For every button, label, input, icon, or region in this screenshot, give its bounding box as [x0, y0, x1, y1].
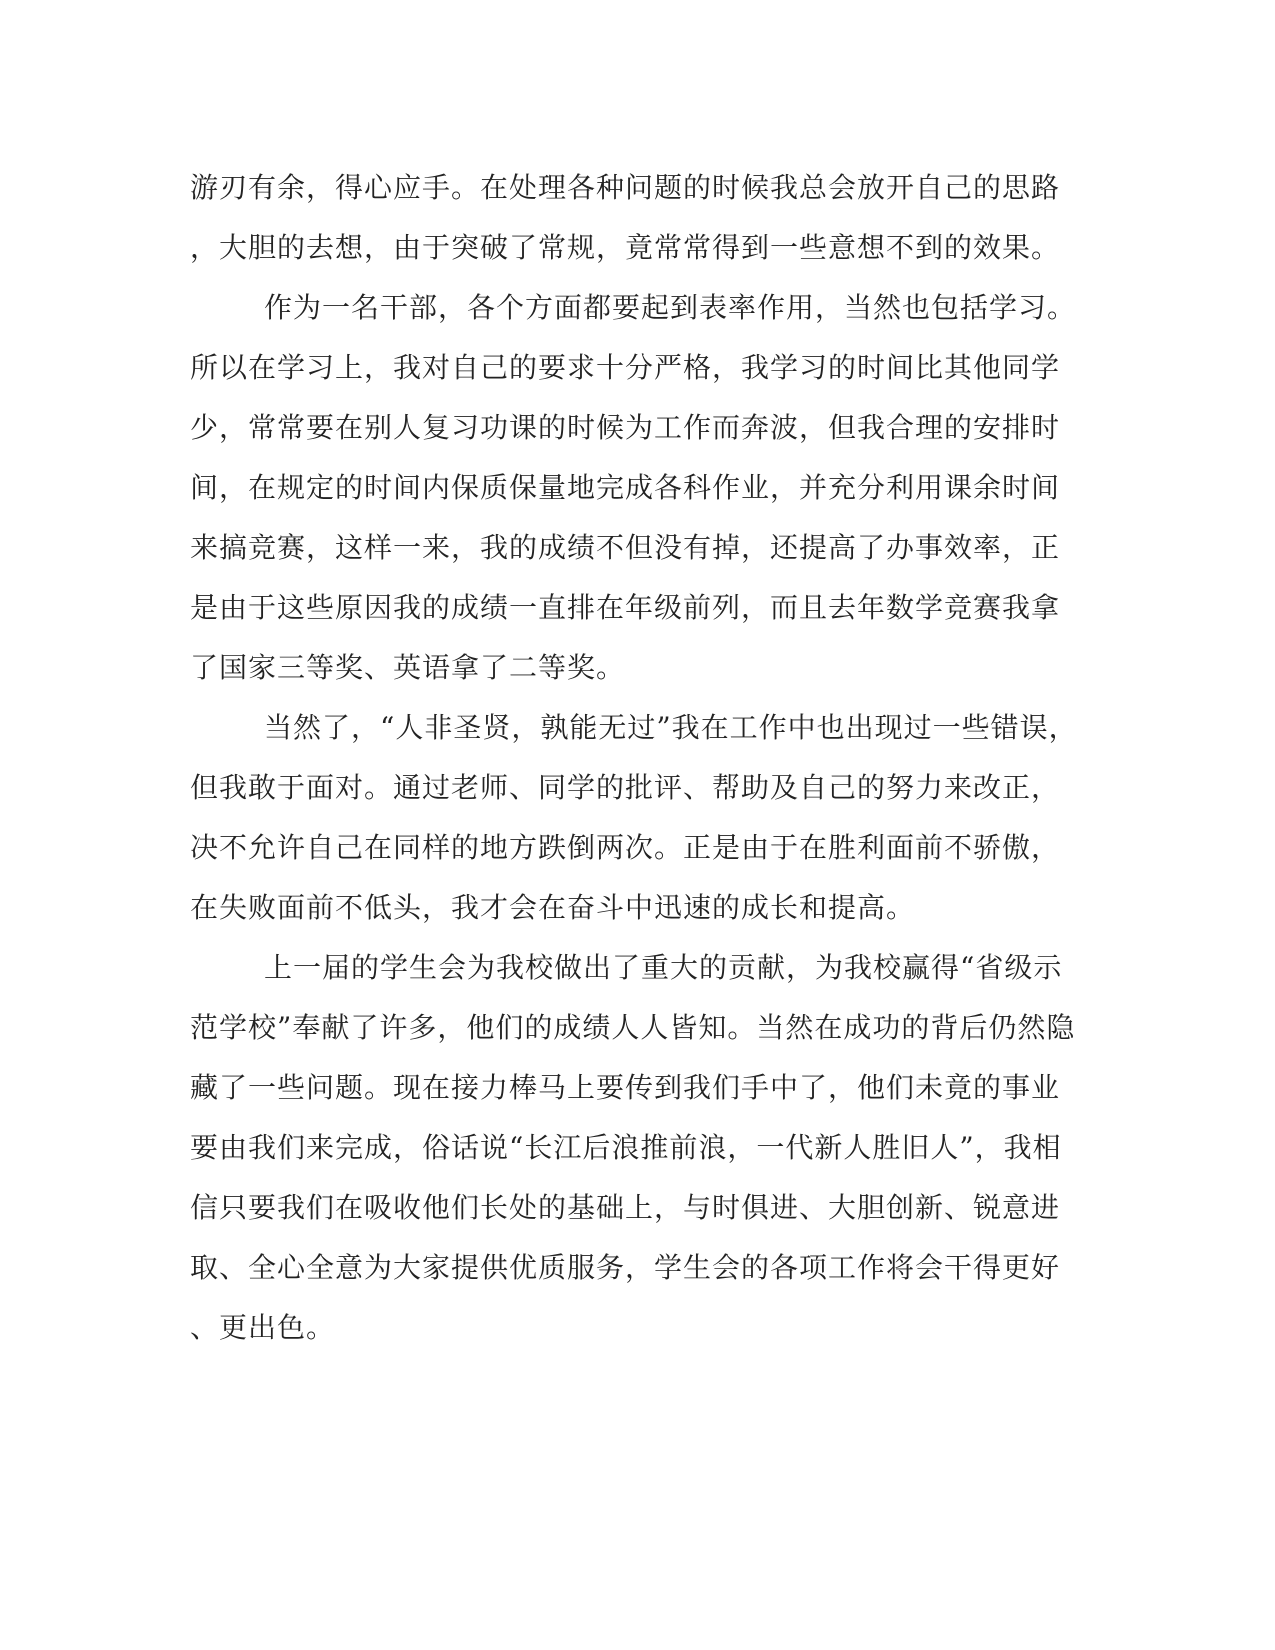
text-line: 藏了一些问题。现在接力棒马上要传到我们手中了，他们未竟的事业: [190, 1071, 1061, 1104]
text-line: 范学校”奉献了许多，他们的成绩人人皆知。当然在成功的背后仍然隐: [190, 1011, 1076, 1044]
text-line: 少，常常要在别人复习功课的时候为工作而奔波，但我合理的安排时: [190, 411, 1061, 444]
text-line: 在失败面前不低头，我才会在奋斗中迅速的成长和提高。: [190, 891, 916, 924]
paragraph-first-line: 上一届的学生会为我校做出了重大的贡献，为我校赢得“省级示: [264, 951, 1063, 984]
text-line: 信只要我们在吸收他们长处的基础上，与时俱进、大胆创新、锐意进: [190, 1191, 1061, 1224]
paragraph-first-line: 当然了，“人非圣贤，孰能无过”我在工作中也出现过一些错误，: [264, 711, 1078, 744]
text-line: 来搞竞赛，这样一来，我的成绩不但没有掉，还提高了办事效率，正: [190, 531, 1061, 564]
text-line: 是由于这些原因我的成绩一直排在年级前列，而且去年数学竞赛我拿: [190, 591, 1061, 624]
text-line: 决不允许自己在同样的地方跌倒两次。正是由于在胜利面前不骄傲，: [190, 831, 1061, 864]
text-line: 但我敢于面对。通过老师、同学的批评、帮助及自己的努力来改正，: [190, 771, 1061, 804]
text-line: 游刃有余，得心应手。在处理各种问题的时候我总会放开自己的思路: [190, 171, 1061, 204]
text-line: ，大胆的去想，由于突破了常规，竟常常得到一些意想不到的效果。: [190, 231, 1061, 264]
text-line: 取、全心全意为大家提供优质服务，学生会的各项工作将会干得更好: [190, 1251, 1061, 1284]
body-text: [190, 158, 1080, 1358]
paragraph-first-line: 作为一名干部，各个方面都要起到表率作用，当然也包括学习。: [264, 291, 1077, 324]
text-line: 要由我们来完成，俗话说“长江后浪推前浪，一代新人胜旧人”，我相: [190, 1131, 1062, 1164]
text-line: 所以在学习上，我对自己的要求十分严格，我学习的时间比其他同学: [190, 351, 1061, 384]
text-line: 了国家三等奖、英语拿了二等奖。: [190, 651, 626, 684]
text-line: 间，在规定的时间内保质保量地完成各科作业，并充分利用课余时间: [190, 471, 1061, 504]
text-line: 、更出色。: [190, 1311, 336, 1344]
